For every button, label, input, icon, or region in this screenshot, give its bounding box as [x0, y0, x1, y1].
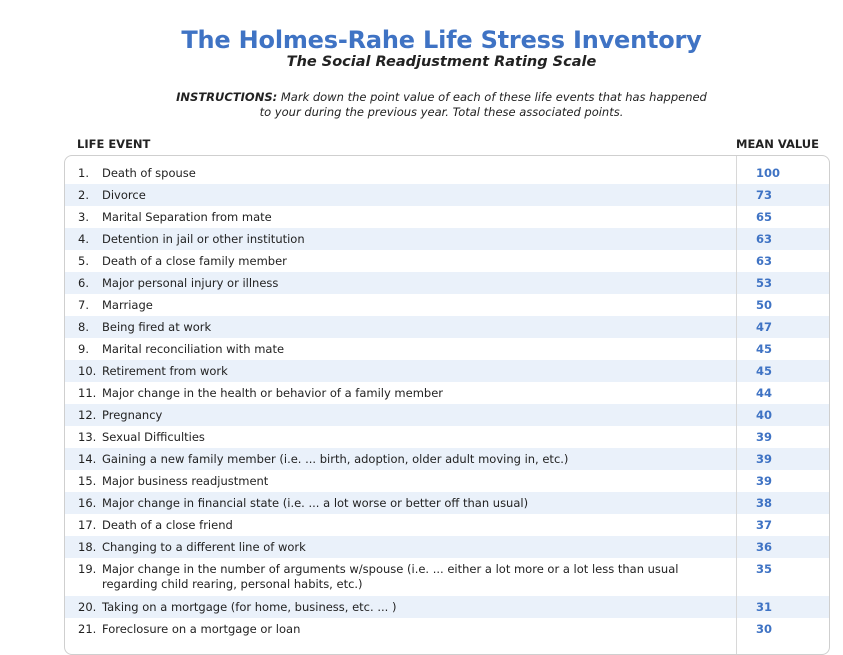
column-header-life-event: LIFE EVENT [77, 137, 151, 151]
column-header-mean-value: MEAN VALUE [736, 137, 819, 151]
row-number: 12. [78, 408, 97, 422]
table-row [65, 448, 830, 470]
row-number: 10. [78, 364, 97, 378]
table-row [65, 426, 830, 448]
row-number: 1. [78, 166, 89, 180]
table-row [65, 228, 830, 250]
table-row [65, 404, 830, 426]
page-subtitle: The Social Readjustment Rating Scale [286, 54, 597, 70]
mean-value: 45 [756, 364, 773, 378]
life-event-text: Major business readjustment [102, 474, 269, 488]
table-row [65, 470, 830, 492]
life-event-text: Marital reconciliation with mate [102, 342, 285, 356]
page-title: The Holmes-Rahe Life Stress Inventory [181, 26, 702, 54]
column-divider [736, 156, 737, 655]
life-event-text: Retirement from work [102, 364, 228, 378]
row-number: 15. [78, 474, 97, 488]
mean-value: 45 [756, 342, 773, 356]
row-number: 9. [78, 342, 89, 356]
life-event-text: Death of a close family member [102, 254, 287, 268]
life-event-text: Marital Separation from mate [102, 210, 272, 224]
life-events-table [64, 155, 830, 655]
row-number: 19. [78, 562, 97, 576]
row-number: 5. [78, 254, 89, 268]
row-number: 11. [78, 386, 97, 400]
mean-value: 100 [756, 166, 781, 180]
row-number: 21. [78, 622, 97, 636]
mean-value: 50 [756, 298, 773, 312]
mean-value: 53 [756, 276, 773, 290]
row-number: 20. [78, 600, 97, 614]
mean-value: 44 [756, 386, 773, 400]
instructions [150, 90, 733, 120]
life-event-text: Divorce [102, 188, 146, 202]
table-row [65, 316, 830, 338]
row-number: 2. [78, 188, 89, 202]
instructions-text-line2: to your during the previous year. Total these associated points. [259, 105, 624, 119]
instructions-text-line1: Mark down the point value of each of these life events that has happened [280, 90, 707, 104]
table-row [65, 514, 830, 536]
table-body [65, 162, 830, 640]
mean-value: 65 [756, 210, 773, 224]
row-number: 17. [78, 518, 97, 532]
mean-value: 47 [756, 320, 773, 334]
life-event-text: Detention in jail or other institution [102, 232, 305, 246]
table-row [65, 382, 830, 404]
life-event-text: Major change in financial state (i.e. ... a lot worse or better off than usual) [102, 496, 529, 510]
table-row [65, 162, 830, 184]
mean-value: 40 [756, 408, 773, 422]
life-event-text: Changing to a different line of work [102, 540, 306, 554]
instructions-label: INSTRUCTIONS: [176, 90, 278, 104]
mean-value: 31 [756, 600, 773, 614]
life-event-text: Marriage [102, 298, 153, 312]
row-number: 4. [78, 232, 89, 246]
row-number: 13. [78, 430, 97, 444]
mean-value: 38 [756, 496, 773, 510]
mean-value: 63 [756, 232, 773, 246]
life-event-text: Major change in the health or behavior of a family member [102, 386, 444, 400]
mean-value: 30 [756, 622, 773, 636]
row-number: 14. [78, 452, 97, 466]
row-number: 8. [78, 320, 89, 334]
life-event-text: Death of a close friend [102, 518, 233, 532]
row-number: 3. [78, 210, 89, 224]
mean-value: 39 [756, 474, 773, 488]
mean-value: 37 [756, 518, 773, 532]
life-event-text: Taking on a mortgage (for home, business, etc. ... ) [102, 600, 397, 614]
life-event-text: Major change in the number of arguments w/spouse (i.e. ... either a lot more or a lot less than usual regarding child rearing, personal habits, etc.) [102, 562, 679, 591]
life-event-text: Death of spouse [102, 166, 196, 180]
row-number: 18. [78, 540, 97, 554]
table-row [65, 206, 830, 228]
table-row [65, 596, 830, 618]
table-row [65, 250, 830, 272]
row-number: 16. [78, 496, 97, 510]
mean-value: 36 [756, 540, 773, 554]
table-row [65, 184, 830, 206]
life-event-text: Being fired at work [102, 320, 212, 334]
table-row [65, 272, 830, 294]
row-number: 7. [78, 298, 89, 312]
table-row [65, 360, 830, 382]
life-event-text: Sexual Difficulties [102, 430, 205, 444]
table-row [65, 536, 830, 558]
mean-value: 35 [756, 562, 773, 576]
row-number: 6. [78, 276, 89, 290]
mean-value: 73 [756, 188, 773, 202]
life-event-text: Gaining a new family member (i.e. ... birth, adoption, older adult moving in, etc.) [102, 452, 569, 466]
table-row [65, 492, 830, 514]
life-event-text: Pregnancy [102, 408, 163, 422]
life-event-text: Foreclosure on a mortgage or loan [102, 622, 301, 636]
mean-value: 39 [756, 452, 773, 466]
mean-value: 39 [756, 430, 773, 444]
mean-value: 63 [756, 254, 773, 268]
table-row [65, 294, 830, 316]
life-event-text: Major personal injury or illness [102, 276, 279, 290]
table-row [65, 338, 830, 360]
table-row [65, 558, 830, 596]
